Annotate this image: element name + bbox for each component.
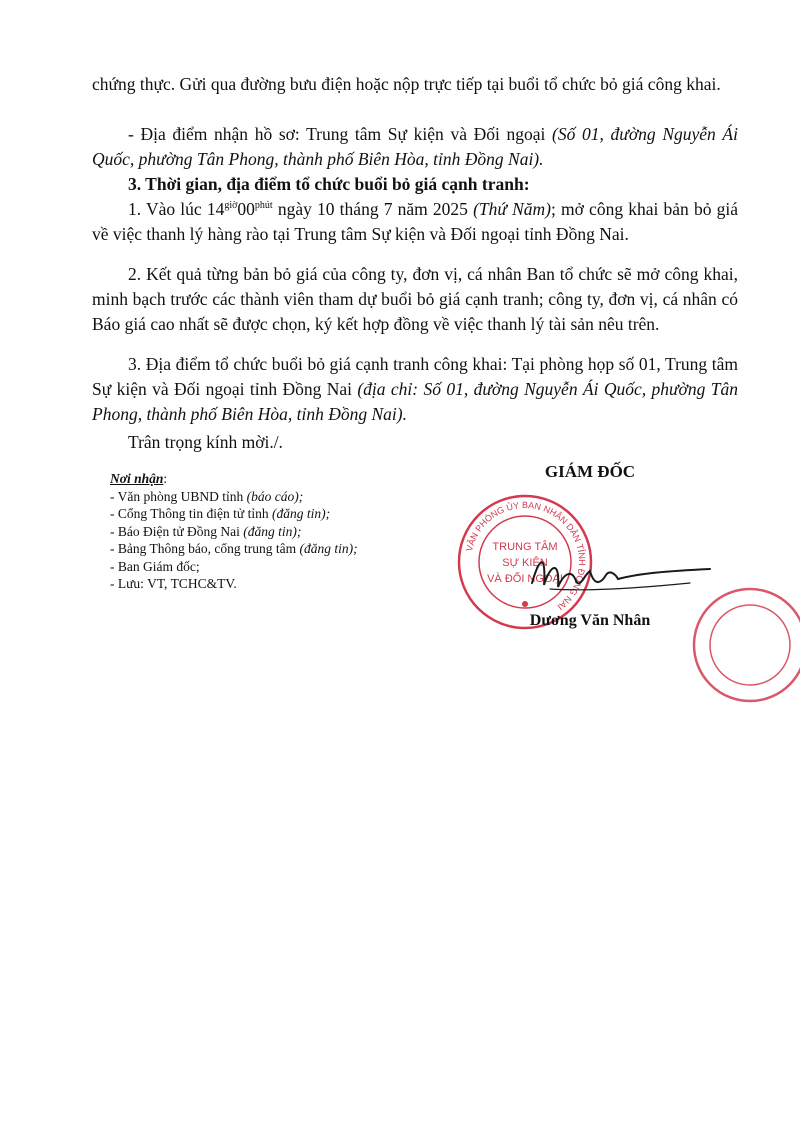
section-3-heading: 3. Thời gian, địa điểm tổ chức buổi bỏ giá cạnh tranh:	[128, 174, 530, 194]
recipient-line: - Lưu: VT, TCHC&TV.	[110, 576, 237, 591]
stamp-line-1: TRUNG TÂM	[492, 541, 558, 553]
recipient-line: - Văn phòng UBND tỉnh (báo cáo);	[110, 488, 304, 504]
item-2-results: 2. Kết quả từng bản bỏ giá của công ty, đơn vị, cá nhân Ban tổ chức sẽ mở công khai, minh bạch trước các thành viên tham dự buổi bỏ giá cạnh tranh; công ty, đơn vị, cá nhân có Báo giá cao nhất sẽ được chọn, ký kết hợp đồng về việc thanh lý tài sản nêu trên.	[92, 264, 738, 334]
paragraph-receiving-location: - Địa điểm nhận hồ sơ: Trung tâm Sự kiện và Đối ngoại (Số 01, đường Nguyễn Ái Quốc, phường Tân Phong, thành phố Biên Hòa, tỉnh Đồng Nai).	[92, 124, 738, 169]
signer-title: GIÁM ĐỐC	[544, 462, 636, 481]
recipient-line: - Bảng Thông báo, cổng trung tâm (đăng tin);	[110, 541, 358, 556]
recipients-block	[110, 470, 410, 593]
recipient-line: - Cổng Thông tin điện tử tỉnh (đăng tin);	[110, 506, 331, 521]
closing-line: Trân trọng kính mời./.	[128, 432, 283, 452]
item-1-time: 1. Vào lúc $14^{giờ}00^{phút}$ ngày 10 tháng 7 năm 2025 (Thứ Năm); mở công khai bản bỏ giá về việc thanh lý hàng rào tại Trung tâm Sự kiện và Đối ngoại tỉnh Đồng Nai.	[92, 199, 738, 244]
partial-stamp-edge	[690, 585, 800, 705]
paragraph-submission-method: chứng thực. Gửi qua đường bưu điện hoặc nộp trực tiếp tại buổi tổ chức bỏ giá công khai.	[92, 74, 721, 94]
item-3-location: 3. Địa điểm tổ chức buổi bỏ giá cạnh tranh công khai: Tại phòng họp số 01, Trung tâm Sự kiện và Đối ngoại tỉnh Đồng Nai (địa chỉ: Số 01, đường Nguyễn Ái Quốc, phường Tân Phong, thành phố Biên Hòa, tỉnh Đồng Nai).	[92, 354, 738, 424]
recipients-title: Nơi nhận:	[110, 471, 168, 486]
stamp-ring-text: VĂN PHÒNG ỦY BAN NHÂN DÂN TỈNH ĐỒNG NAI	[464, 499, 588, 613]
recipient-line: - Ban Giám đốc;	[110, 558, 200, 574]
stamp-line-3: VÀ ĐỐI NGOẠI	[487, 573, 563, 585]
recipient-line: - Báo Điện tử Đồng Nai (đăng tin);	[110, 523, 302, 539]
signer-name: Dương Văn Nhân	[529, 612, 651, 629]
stamp-line-2: SỰ KIỆN	[502, 557, 548, 569]
